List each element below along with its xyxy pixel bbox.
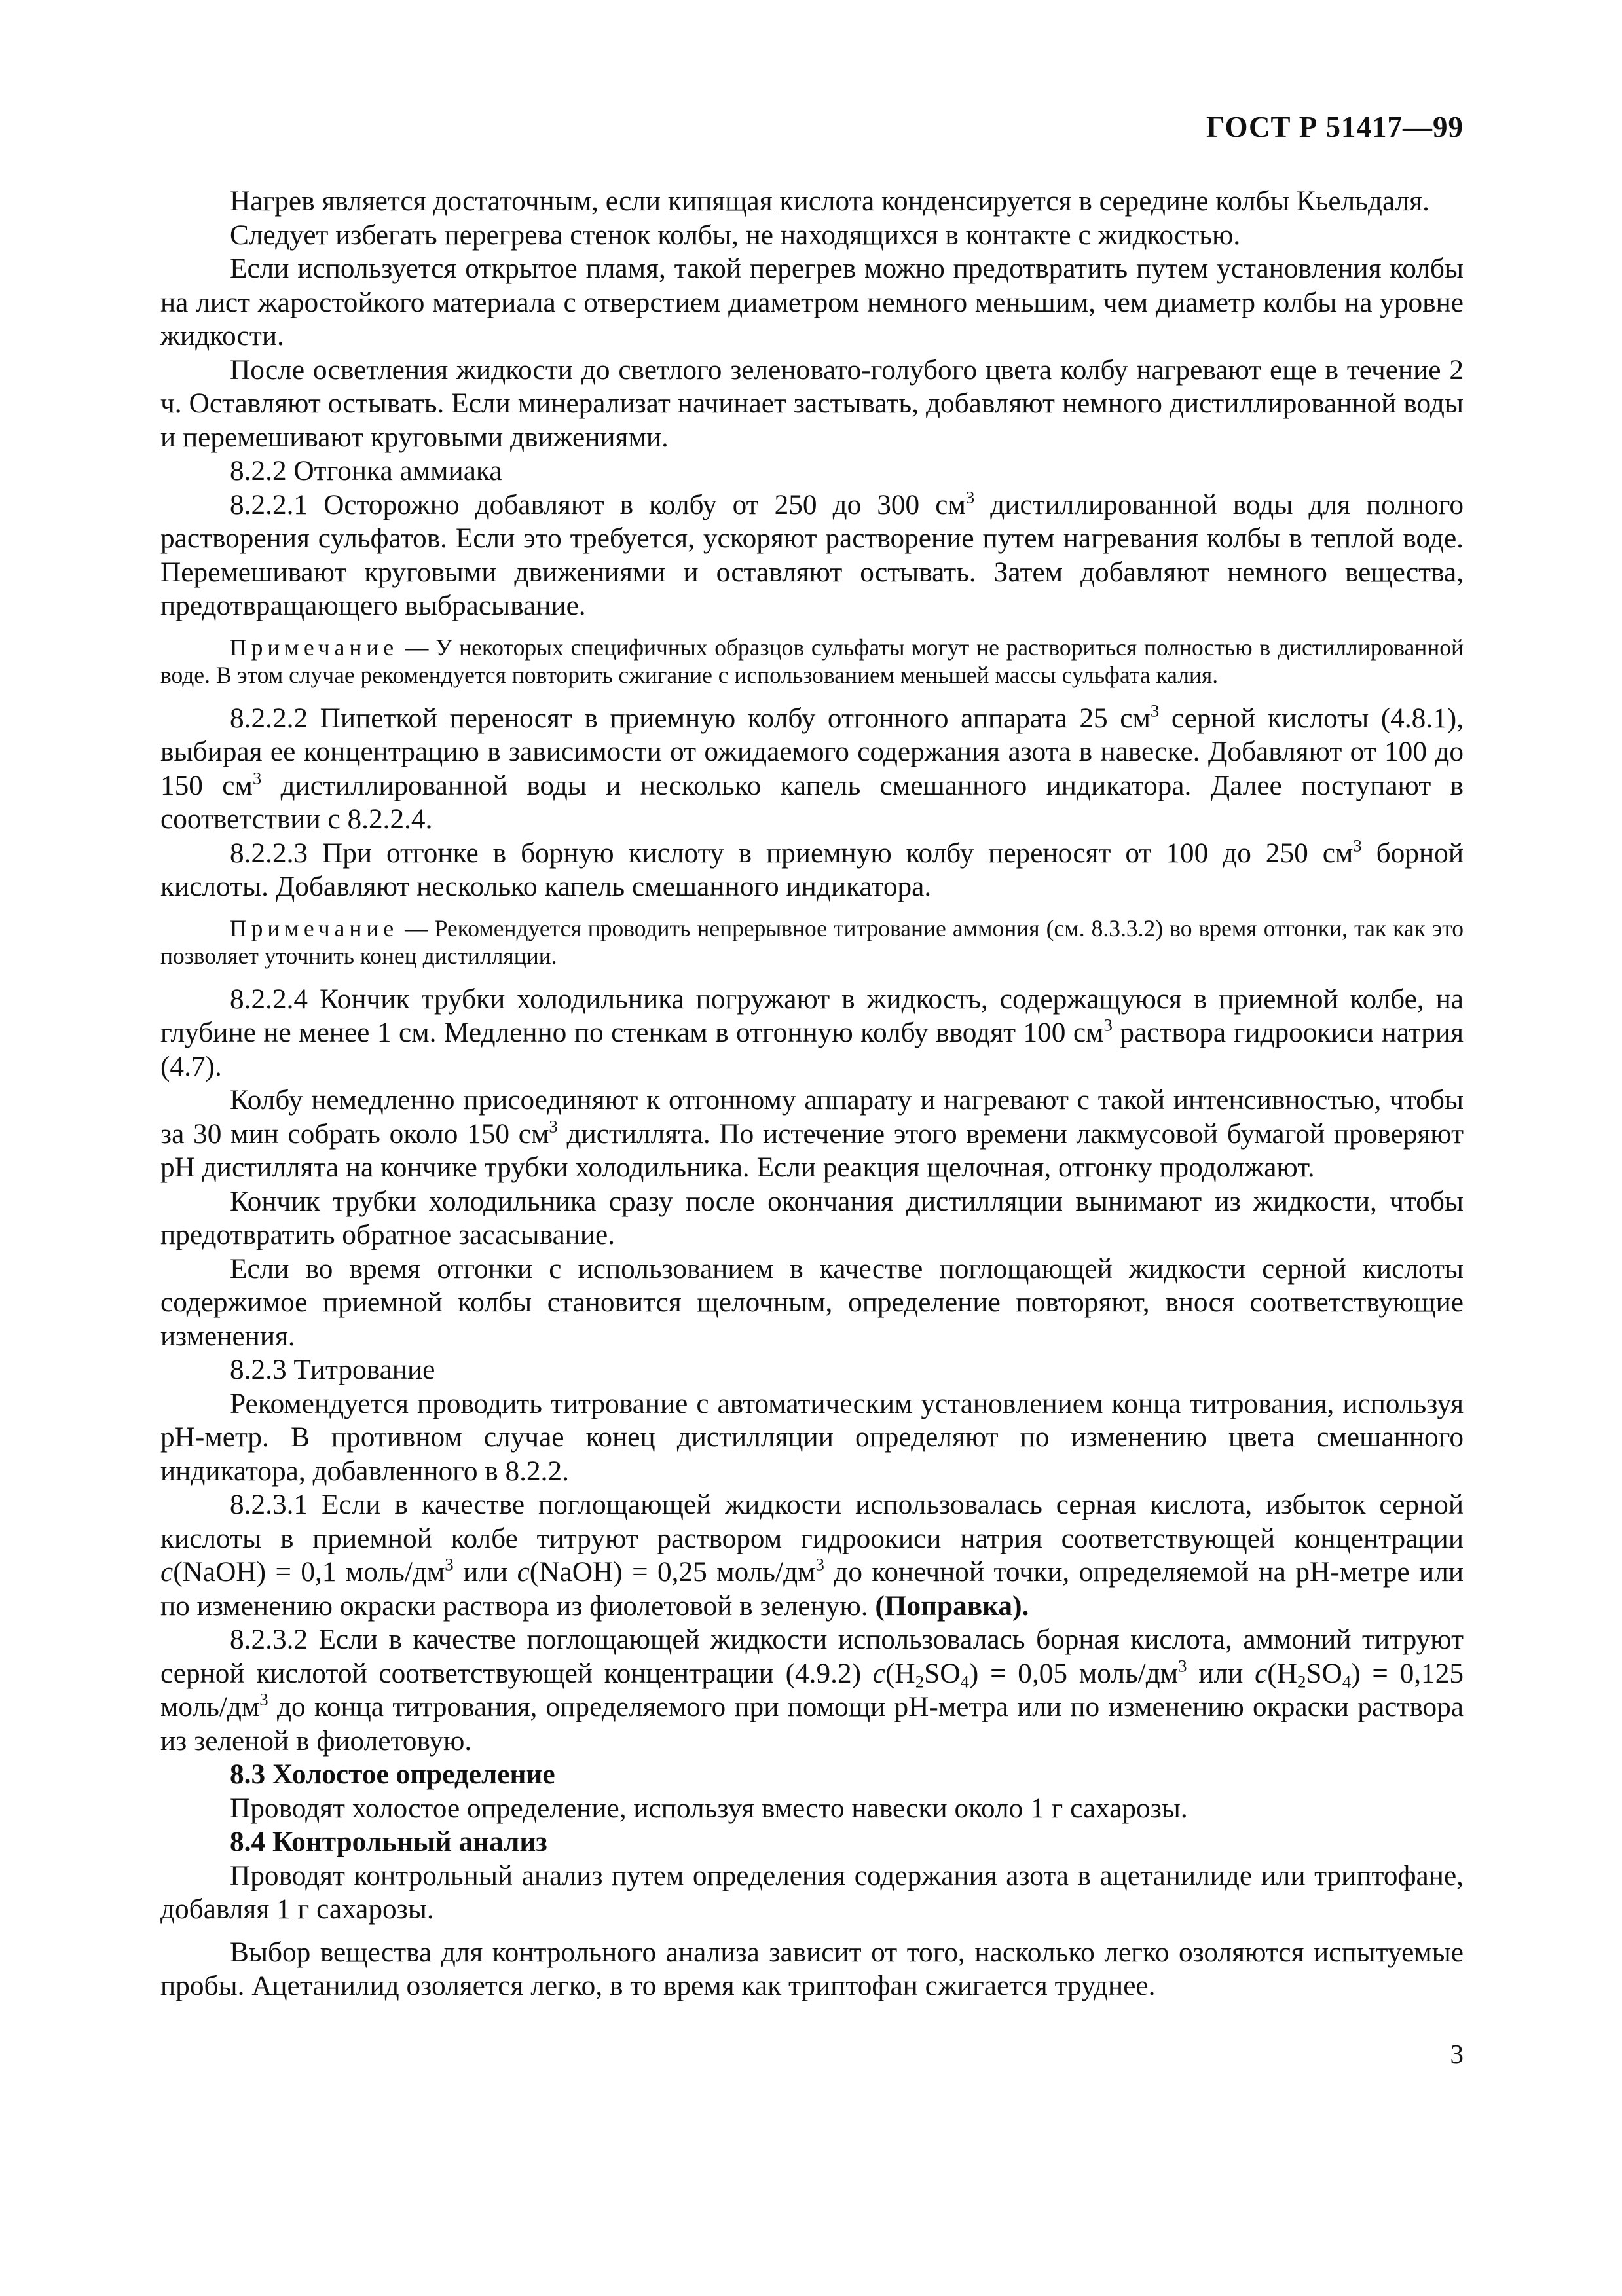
paragraph: Следует избегать перегрева стенок колбы, не находящихся в контакте с жидкостью. xyxy=(230,219,1241,251)
paragraph-8-2-3-1: 8.2.3.1 Если в качестве поглощающей жидкости использовалась серная кислота, избыток серной кислоты в приемной колбе титруют раствором гидроокиси натрия соответствующей концентрации c(NaOH) = 0,1 моль/$дм^3$ или c(NaOH) = 0,25 моль/$дм^3$ до конечной точки, определяемой на pH-метре или по изменению окраски раствора из фиолетовой в зеленую. (Поправка). xyxy=(160,1489,1464,1622)
document-body xyxy=(160,185,1464,2003)
paragraph-8-2-3-2: 8.2.3.2 Если в качестве поглощающей жидкости использовалась борная кислота, аммоний титруют серной кислотой соответствующей концентрации (4.9.2) $c(H_2SO_4) = 0,05$ моль/$дм^3$ или $c(H_2SO_4) = 0,125$ моль/$дм^3$ до конца титрования, определяемого при помощи pH-метра или по изменению окраски раствора из зеленой в фиолетовую. xyxy=(160,1624,1464,1757)
paragraph: Выбор вещества для контрольного анализа зависит от того, насколько легко озоляются испытуемые пробы. Ацетанилид озоляется легко, в то время как триптофан сжигается труднее. xyxy=(160,1936,1464,2001)
paragraph: Рекомендуется проводить титрование с автоматическим установлением конца титрования, используя pH-метр. В противном случае конец дистилляции определяют по изменению цвета смешанного индикатора, добавленного в 8.2.2. xyxy=(160,1387,1464,1487)
paragraph: Кончик трубки холодильника сразу после окончания дистилляции вынимают из жидкости, чтобы предотвратить обратное засасывание. xyxy=(160,1185,1464,1250)
paragraph-8-2-2-4: 8.2.2.4 Кончик трубки холодильника погружают в жидкость, содержащуюся в приемной колбе, на глубине не менее 1 см. Медленно по стенкам в отгонную колбу вводят 100 $см^3$ раствора гидроокиси натрия (4.7). xyxy=(160,983,1464,1082)
paragraph: Проводят холостое определение, используя вместо навески около 1 г сахарозы. xyxy=(230,1792,1188,1824)
section-heading-8-4: 8.4 Контрольный анализ xyxy=(230,1826,547,1857)
page-number: 3 xyxy=(1450,2039,1464,2069)
note-label: Примечание xyxy=(230,634,399,661)
amendment-mark: (Поправка). xyxy=(875,1590,1029,1622)
paragraph: Колбу немедленно присоединяют к отгонному аппарату и нагревают с такой интенсивностью, чтобы за 30 мин собрать около 150 $см^3$ дистиллята. По истечение этого времени лакмусовой бумагой проверяют pH дистиллята на кончике трубки холодильника. Если реакция щелочная, отгонку продолжают. xyxy=(160,1084,1464,1183)
section-heading-8-3: 8.3 Холостое определение xyxy=(230,1758,555,1790)
note-label: Примечание xyxy=(230,915,399,941)
section-heading-8-2-3: 8.2.3 Титрование xyxy=(230,1354,435,1385)
paragraph: После осветления жидкости до светлого зеленовато-голубого цвета колбу нагревают еще в течение 2 ч. Оставляют остывать. Если минерализат начинает застывать, добавляют немного дистиллированной воды и перемешивают круговыми движениями. xyxy=(160,354,1464,453)
paragraph: Если используется открытое пламя, такой перегрев можно предотвратить путем установления колбы на лист жаростойкого материала с отверстием диаметром немного меньшим, чем диаметр колбы на уровне жидкости. xyxy=(160,253,1464,352)
paragraph: Проводят контрольный анализ путем определения содержания азота в ацетанилиде или триптофане, добавляя 1 г сахарозы. xyxy=(160,1859,1464,1925)
paragraph-8-2-2-2: 8.2.2.2 Пипеткой переносят в приемную колбу отгонного аппарата 25 $см^3$ серной кислоты (4.8.1), выбирая ее концентрацию в зависимости от ожидаемого содержания азота в навеске. Добавляют от 100 до 150 $см^3$ дистиллированной воды и несколько капель смешанного индикатора. Далее поступают в соответствии с 8.2.2.4. xyxy=(160,700,1464,835)
note: Примечание — У некоторых специфичных образцов сульфаты могут не раствориться полностью в дистиллированной воде. В этом случае рекомендуется повторить сжигание с использованием меньшей массы сульфата калия. xyxy=(160,634,1464,688)
paragraph: Если во время отгонки с использованием в качестве поглощающей жидкости серной кислоты содержимое приемной колбы становится щелочным, определение повторяют, внося соответствующие изменения. xyxy=(160,1252,1464,1352)
paragraph: Нагрев является достаточным, если кипящая кислота конденсируется в середине колбы Кьельдаля. xyxy=(230,185,1429,217)
document-code: ГОСТ Р 51417—99 xyxy=(1206,111,1464,143)
paragraph-8-2-2-3: 8.2.2.3 При отгонке в борную кислоту в приемную колбу переносят от 100 до 250 $см^3$ борной кислоты. Добавляют несколько капель смешанного индикатора. xyxy=(160,835,1464,902)
paragraph-8-2-2-1: 8.2.2.1 Осторожно добавляют в колбу от 250 до 300 $см^3$ дистиллированной воды для полного растворения сульфатов. Если это требуется, ускоряют растворение путем нагревания колбы в теплой воде. Перемешивают круговыми движениями и оставляют остывать. Затем добавляют немного вещества, предотвращающего выбрасывание. xyxy=(160,486,1464,621)
section-heading-8-2-2: 8.2.2 Отгонка аммиака xyxy=(230,455,502,486)
note: Примечание — Рекомендуется проводить непрерывное титрование аммония (см. 8.3.3.2) во время отгонки, так как это позволяет уточнить конец дистилляции. xyxy=(160,915,1464,969)
